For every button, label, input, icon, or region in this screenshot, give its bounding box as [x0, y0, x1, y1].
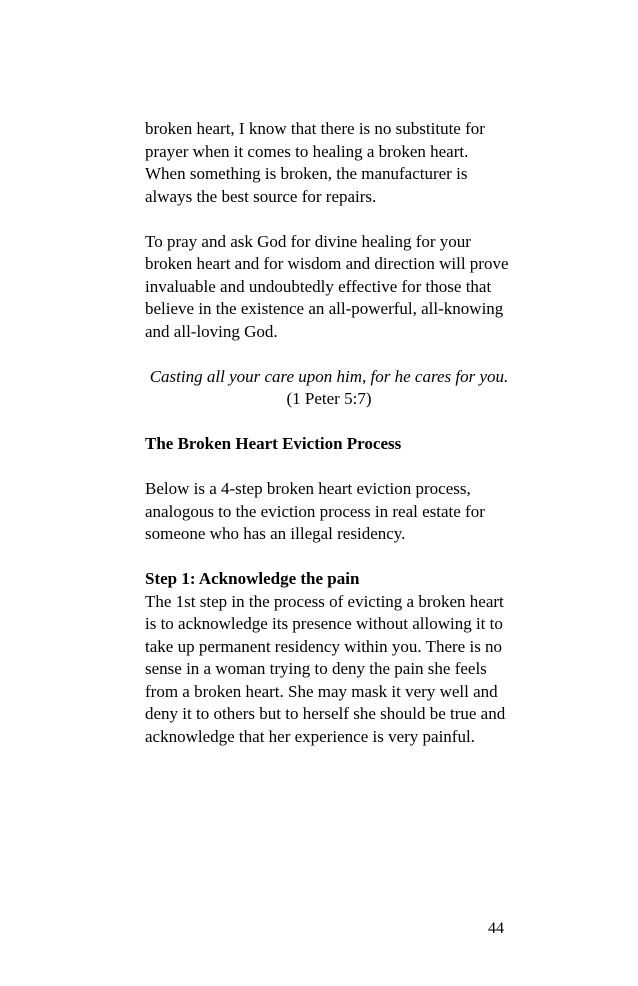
paragraph-manufacturer: When something is broken, the manufacturer is always the best source for repairs. — [145, 164, 468, 206]
page-number: 44 — [488, 920, 504, 937]
paragraph-divine-healing: To pray and ask God for divine healing for your broken heart and for wisdom and direction will prove invaluable and undoubtedly effective for those that believe in the existence an all-powerful, all-knowing and all-loving God. — [145, 231, 509, 341]
paragraph-eviction-intro: Below is a 4-step broken heart eviction process, analogous to the eviction process in real estate for someone who has an illegal residency. — [145, 479, 485, 543]
page-body — [145, 118, 513, 748]
spacer — [145, 546, 513, 569]
step-1-heading: Step 1: Acknowledge the pain — [145, 569, 360, 588]
spacer — [145, 411, 513, 434]
step-1-body: The 1st step in the process of evicting a broken heart is to acknowledge its presence without allowing it to take up permanent residency within you. There is no sense in a woman trying to deny the pain she feels from a broken heart. She may mask it very well and deny it to others but to herself she should be true and acknowledge that her experience is very painful. — [145, 591, 506, 746]
paragraph-prayer-substitute: broken heart, I know that there is no substitute for prayer when it comes to healing a broken heart. — [145, 119, 485, 161]
spacer — [145, 456, 513, 479]
scripture-quote: Casting all your care upon him, for he cares for you. — [149, 366, 509, 386]
section-heading: The Broken Heart Eviction Process — [145, 434, 402, 453]
spacer — [145, 343, 513, 366]
spacer — [145, 208, 513, 231]
scripture-reference: (1 Peter 5:7) — [286, 389, 372, 408]
